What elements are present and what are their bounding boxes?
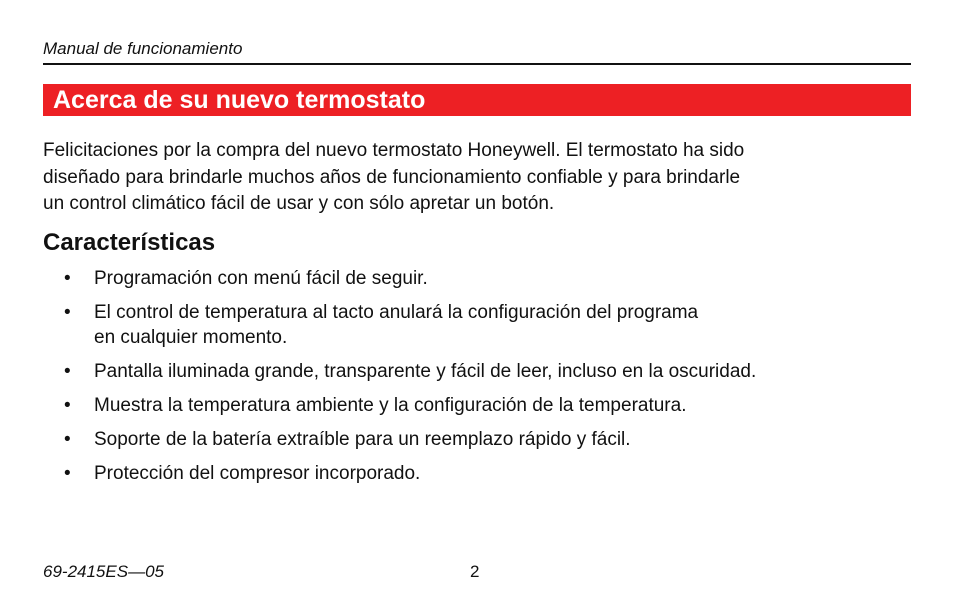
bullet-icon: • (64, 463, 71, 484)
feature-item (43, 393, 911, 418)
feature-text: en cualquier momento. (94, 327, 288, 348)
feature-item (43, 359, 911, 384)
feature-item (43, 461, 911, 486)
feature-text: Programación con menú fácil de seguir. (94, 268, 428, 289)
footer-page-number: 2 (470, 562, 480, 581)
feature-item (43, 300, 911, 350)
footer-doc-number: 69-2415ES—05 (43, 562, 164, 581)
intro-line: Felicitaciones por la compra del nuevo termostato Honeywell. El termostato ha sido (43, 140, 745, 161)
features-list (43, 266, 911, 495)
bullet-icon: • (64, 361, 71, 382)
intro-line: diseñado para brindarle muchos años de funcionamiento confiable y para brindarle (43, 166, 741, 188)
feature-text: Protección del compresor incorporado. (94, 463, 421, 484)
section-title: Acerca de su nuevo termostato (53, 86, 426, 114)
feature-text: Soporte de la batería extraíble para un reemplazo rápido y fácil. (94, 429, 631, 450)
features-heading: Características (43, 229, 216, 256)
intro-paragraph (43, 138, 911, 218)
feature-text: Pantalla iluminada grande, transparente y fácil de leer, incluso en la oscuridad. (94, 361, 757, 382)
header-divider (43, 63, 911, 65)
bullet-icon: • (64, 395, 71, 416)
header-title: Manual de funcionamiento (43, 39, 243, 58)
feature-text: Muestra la temperatura ambiente y la configuración de la temperatura. (94, 395, 687, 416)
feature-text: El control de temperatura al tacto anulará la configuración del programa (94, 302, 699, 323)
bullet-icon: • (64, 268, 71, 289)
intro-line: un control climático fácil de usar y con sólo apretar un botón. (43, 193, 555, 214)
feature-item (43, 427, 911, 452)
bullet-icon: • (64, 429, 71, 450)
section-banner (43, 84, 911, 116)
bullet-icon: • (64, 302, 71, 323)
feature-item (43, 266, 911, 291)
